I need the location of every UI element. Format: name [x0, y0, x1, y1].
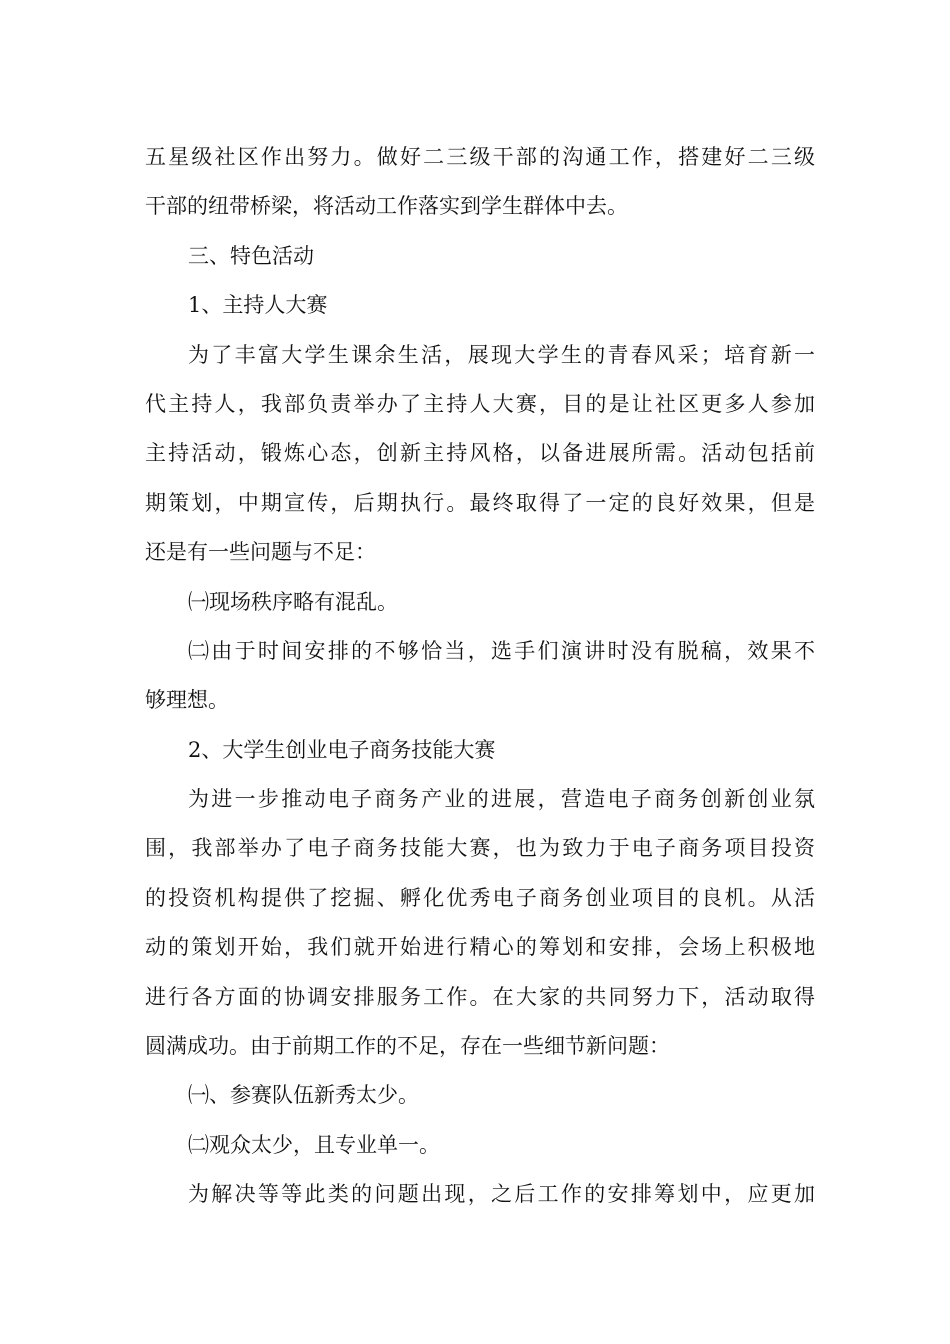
paragraph-line: 为进一步推动电子商务产业的进展，营造电子商务创新创业氛	[188, 787, 815, 812]
paragraph-line: 的投资机构提供了挖掘、孵化优秀电子商务创业项目的良机。从活	[145, 885, 815, 910]
paragraph-line: 围，我部举办了电子商务技能大赛，也为致力于电子商务项目投资	[145, 836, 815, 861]
subsection-heading: 2、大学生创业电子商务技能大赛	[188, 737, 496, 762]
document-body	[145, 133, 815, 1220]
list-item: ㈡由于时间安排的不够恰当，选手们演讲时没有脱稿，效果不	[188, 638, 815, 663]
paragraph-line: 代主持人，我部负责举办了主持人大赛，目的是让社区更多人参加	[145, 391, 815, 416]
paragraph-line: 干部的纽带桥梁，将活动工作落实到学生群体中去。	[145, 194, 628, 219]
paragraph-line: 主持活动，锻炼心态，创新主持风格，以备进展所需。活动包括前	[145, 441, 815, 466]
list-item: ㈠现场秩序略有混乱。	[188, 589, 398, 614]
paragraph-line: 够理想。	[145, 688, 229, 713]
paragraph-line: 为了丰富大学生课余生活，展现大学生的青春风采；培育新一	[188, 342, 815, 367]
list-item: ㈡观众太少，且专业单一。	[188, 1132, 440, 1157]
subsection-heading: 1、主持人大赛	[188, 293, 328, 318]
paragraph-line: 圆满成功。由于前期工作的不足，存在一些细节新问题：	[145, 1034, 670, 1059]
paragraph-line: 进行各方面的协调安排服务工作。在大家的共同努力下，活动取得	[145, 984, 815, 1009]
paragraph-line: 还是有一些问题与不足：	[145, 540, 376, 565]
paragraph-line: 为解决等等此类的问题出现，之后工作的安排筹划中，应更加	[188, 1182, 815, 1207]
list-item: ㈠、参赛队伍新秀太少。	[188, 1083, 419, 1108]
paragraph-line: 期策划，中期宣传，后期执行。最终取得了一定的良好效果，但是	[145, 490, 815, 515]
paragraph-line: 动的策划开始，我们就开始进行精心的筹划和安排，会场上积极地	[145, 935, 815, 960]
section-heading: 三、特色活动	[188, 243, 314, 268]
paragraph-line: 五星级社区作出努力。做好二三级干部的沟通工作，搭建好二三级	[145, 145, 815, 169]
